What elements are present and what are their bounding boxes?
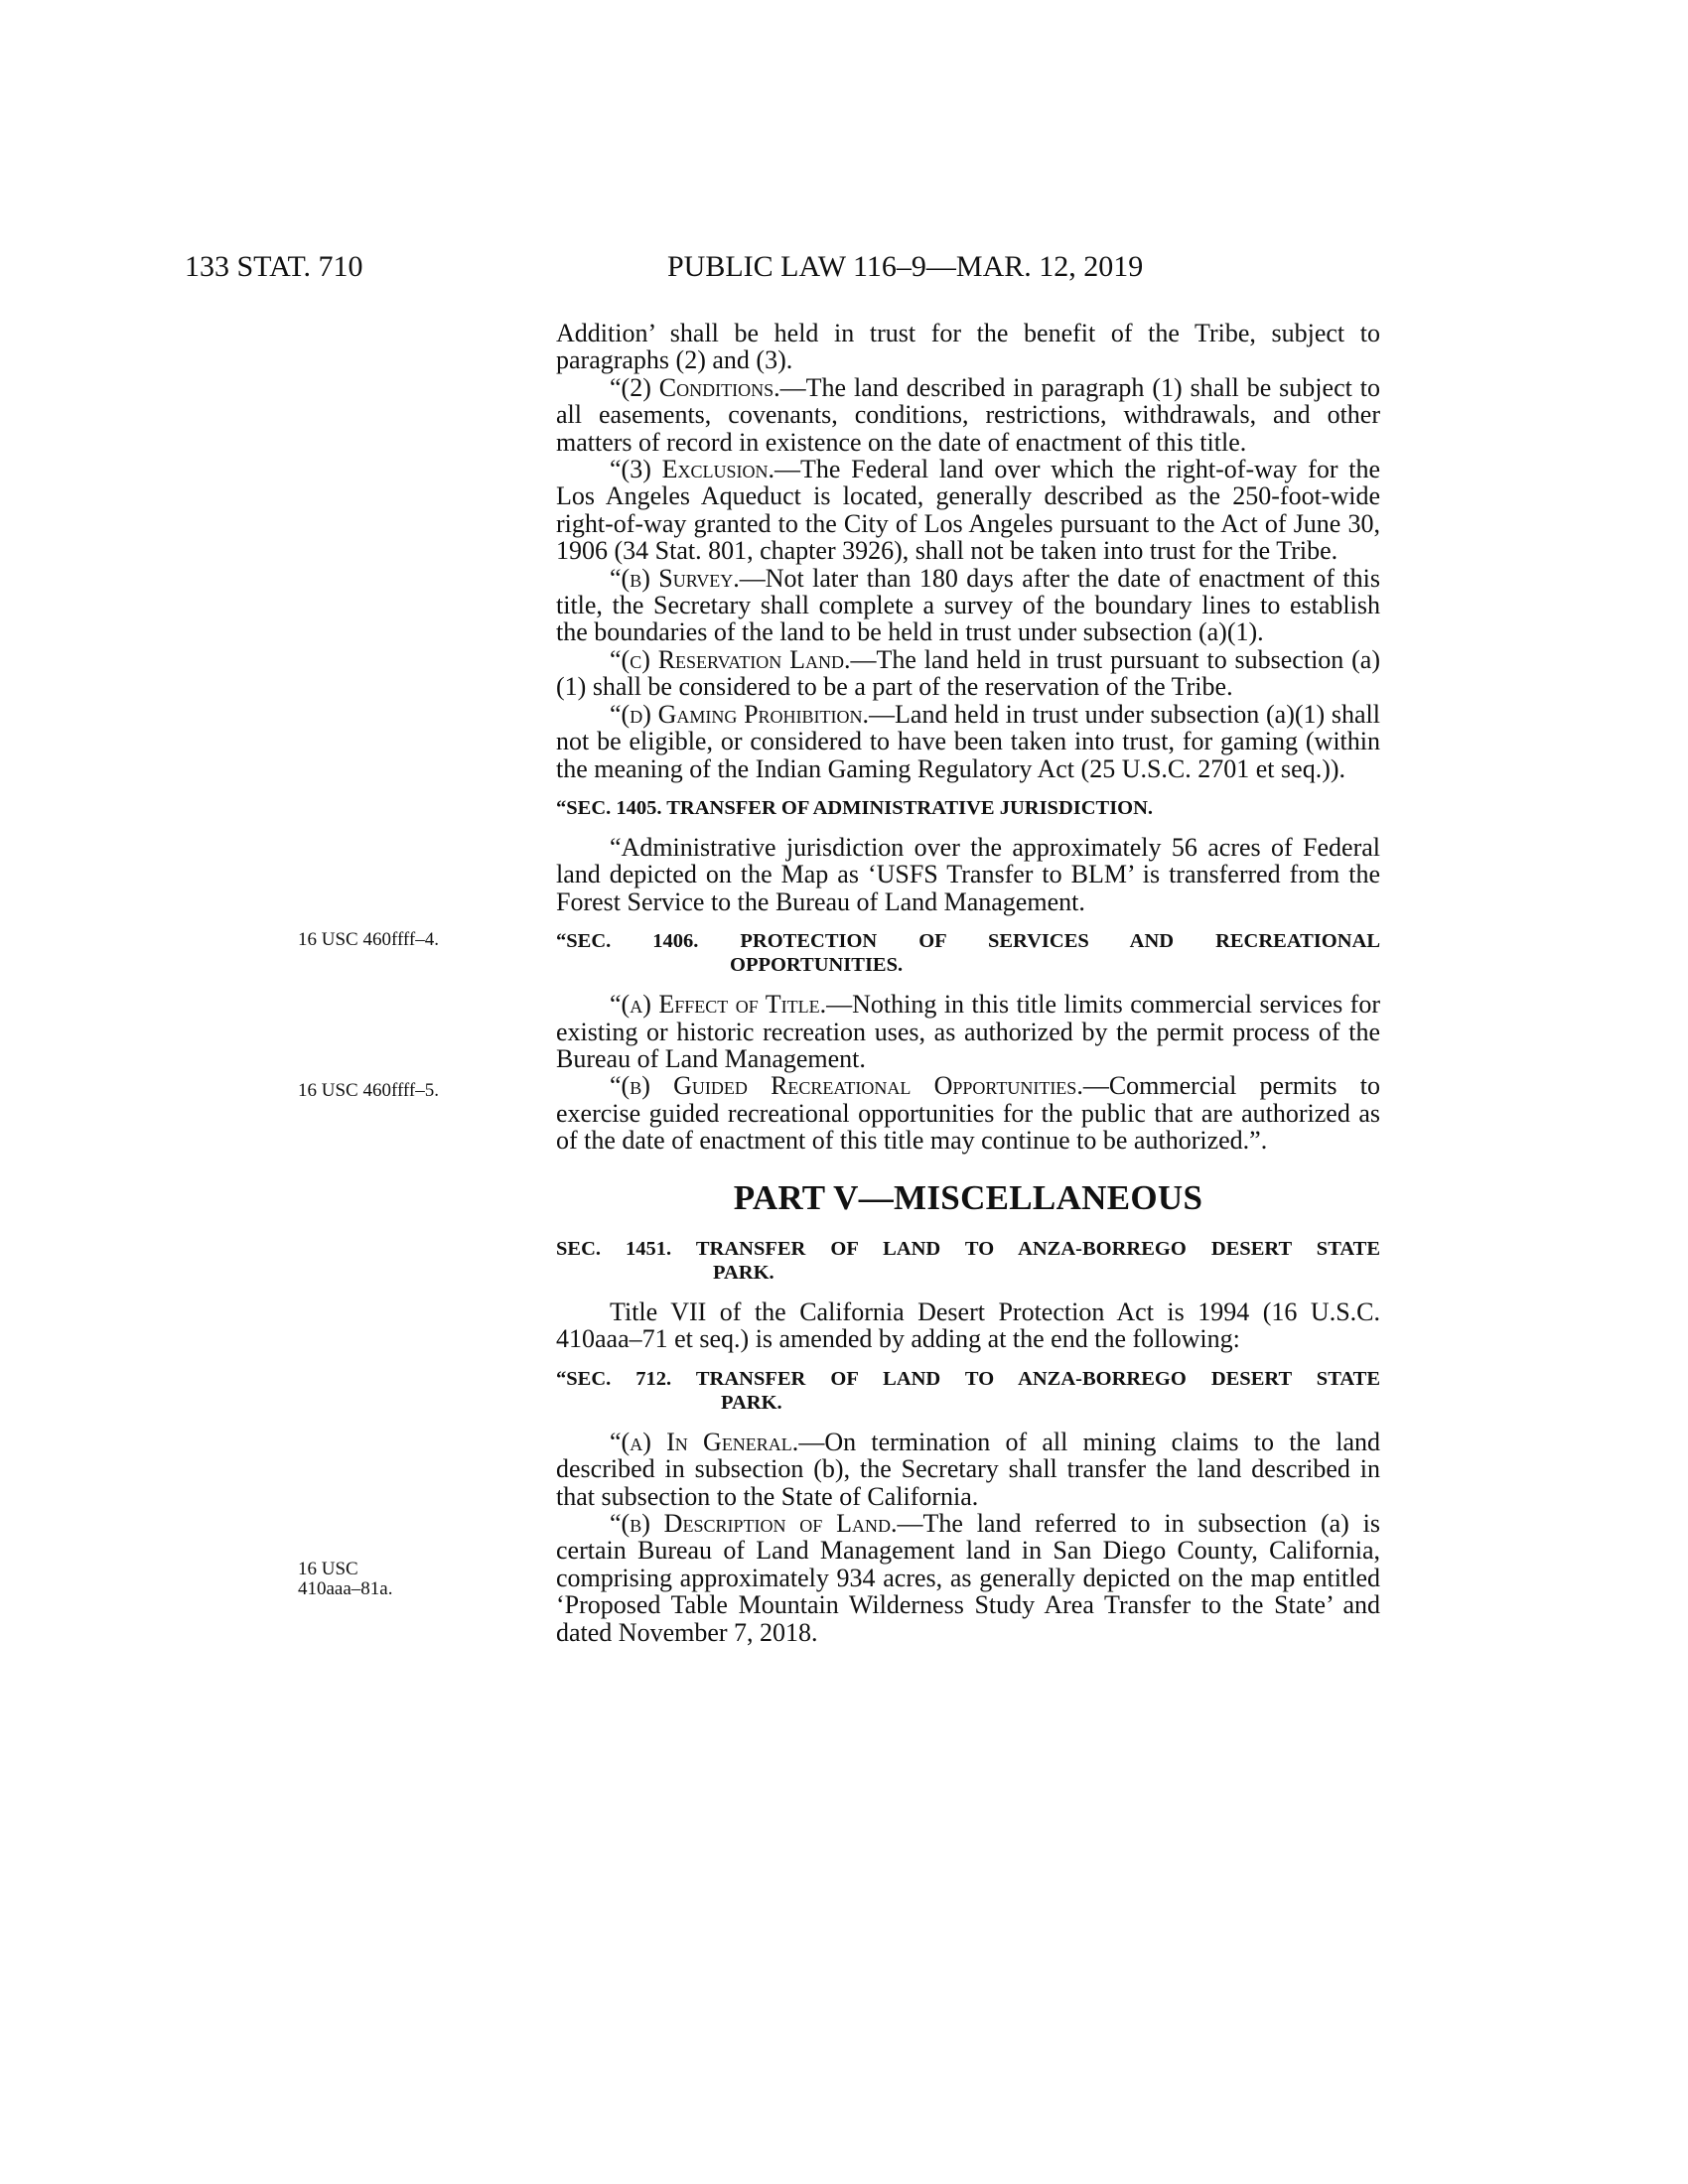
section-heading-line: “SEC. 1406. PROTECTION OF SERVICES AND RECREATIONAL (556, 930, 1380, 953)
paragraph-heading: “(a) In General. (610, 1427, 799, 1456)
paragraph-heading: “(b) Description of Land. (610, 1509, 898, 1538)
section-heading-line: SEC. 1451. TRANSFER OF LAND TO ANZA-BORREGO DESERT STATE (556, 1237, 1380, 1260)
document-body (556, 320, 1380, 1646)
paragraph-exclusion (556, 456, 1380, 565)
paragraph-gaming-prohibition (556, 701, 1380, 782)
paragraph-heading: “(b) Guided Recreational Opportunities. (610, 1071, 1083, 1101)
paragraph-text: —The land referred to in subsection (a) is certain Bureau of Land Management land in San Diego County, California, comprising approximately 934 acres, as generally depicted on the map entitled ‘Proposed Table Mountain Wilderness Study Area Transfer to the State’ and dated November 7, 2018. (556, 1509, 1380, 1647)
paragraph-text: —The Federal land over which the right-of-way for the Los Angeles Aqueduct is located, generally described as the 250-foot-wide right-of-way granted to the City of Los Angeles pursuant to the Act of June 30, 1906 (34 Stat. 801, chapter 3926), shall not be taken into trust for the Tribe. (556, 455, 1380, 566)
paragraph-heading: “(a) Effect of Title. (610, 990, 827, 1020)
paragraph-heading: “(b) Survey. (610, 563, 740, 593)
section-heading-line: “SEC. 712. TRANSFER OF LAND TO ANZA-BORREGO DESERT STATE (556, 1367, 1380, 1390)
paragraph-text: —The land held in trust pursuant to subsection (a)(1) shall be considered to be a part of the reservation of the Tribe. (556, 644, 1380, 702)
paragraph-heading: “(c) Reservation Land. (610, 644, 851, 674)
margin-note-usc-460ffff-5: 16 USC 460ffff–5. (298, 1080, 439, 1101)
paragraph-survey (556, 565, 1380, 646)
paragraph-effect-of-title (556, 991, 1380, 1072)
section-heading-line: PARK. (713, 1261, 774, 1284)
margin-note-line: 16 USC (298, 1559, 358, 1579)
paragraph: Addition’ shall be held in trust for the benefit of the Tribe, subject to paragraphs (2) and (3). (556, 319, 1380, 375)
section-heading-712 (556, 1367, 1380, 1415)
paragraph-sec-1451: Title VII of the California Desert Protection Act is 1994 (16 U.S.C. 410aaa–71 et seq.) is amended by adding at the end the following: (556, 1297, 1380, 1354)
part-title: PART V—MISCELLANEOUS (733, 1177, 1203, 1217)
section-heading-1451 (556, 1237, 1380, 1285)
section-heading-line: PARK. (721, 1391, 782, 1414)
paragraph-heading: “(d) Gaming Prohibition. (610, 699, 870, 729)
paragraph-text: —Nothing in this title limits commercial services for existing or historic recreation uses, as authorized by the permit process of the Bureau of Land Management. (556, 990, 1380, 1073)
paragraph-heading: “(3) Exclusion. (610, 455, 774, 484)
paragraph-text: —The land described in paragraph (1) shall be subject to all easements, covenants, conditions, restrictions, withdrawals, and other matters of record in existence on the date of enactment of this title. (556, 372, 1381, 457)
paragraph-description-of-land (556, 1510, 1380, 1646)
paragraph-text: —Land held in trust under subsection (a)(1) shall not be eligible, or considered to have been taken into trust, for gaming (within the meaning of the Indian Gaming Regulatory Act (25 U.S.C. 2701 et seq.)). (556, 699, 1380, 783)
margin-note-line: 410aaa–81a. (298, 1578, 393, 1599)
paragraph-in-general (556, 1429, 1380, 1510)
stat-reference: 133 STAT. 710 (185, 250, 363, 283)
paragraph-guided-recreational (556, 1072, 1380, 1154)
paragraph-reservation-land (556, 646, 1380, 701)
paragraph-conditions (556, 374, 1380, 456)
paragraph-heading: “(2) Conditions. (610, 372, 780, 402)
paragraph-sec-1405: “Administrative jurisdiction over the approximately 56 acres of Federal land depicted on the Map as ‘USFS Transfer to BLM’ is transferred from the Forest Service to the Bureau of Land Management. (556, 832, 1380, 916)
margin-note-usc-460ffff-4: 16 USC 460ffff–4. (298, 929, 439, 950)
running-header-title: PUBLIC LAW 116–9—MAR. 12, 2019 (667, 250, 1144, 283)
section-heading-1406 (556, 929, 1380, 977)
section-heading-line: OPPORTUNITIES. (730, 954, 904, 977)
paragraph-text: —On termination of all mining claims to the land described in subsection (b), the Secretary shall transfer the land described in that subsection to the State of California. (556, 1427, 1380, 1511)
section-heading-1405: “SEC. 1405. TRANSFER OF ADMINISTRATIVE JURISDICTION. (556, 796, 1154, 819)
paragraph-text: —Commercial permits to exercise guided recreational opportunities for the public that are authorized as of the date of enactment of this title may continue to be authorized.”. (556, 1071, 1380, 1156)
paragraph-text: —Not later than 180 days after the date of enactment of this title, the Secretary shall complete a survey of the boundary lines to establish the boundaries of the land to be held in trust under subsection (a)(1). (556, 563, 1380, 647)
margin-note-usc-410aaa-81a (298, 1560, 496, 1599)
